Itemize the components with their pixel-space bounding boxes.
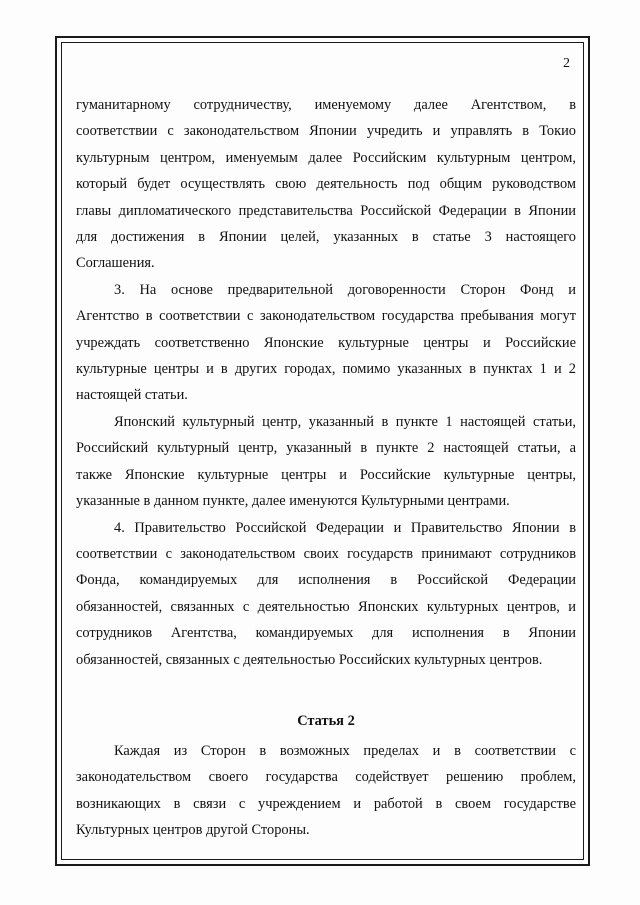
text-line: законодательством своего государства содействует решению проблем, (76, 769, 576, 786)
text-line: сотрудников Агентства, командируемых для исполнения в Японии (76, 625, 576, 642)
text-line: для достижения в Японии целей, указанных в статье 3 настоящего (76, 229, 576, 246)
paragraph-continuation (76, 92, 576, 277)
page-number: 2 (563, 56, 570, 71)
text-line: 4. Правительство Российской Федерации и Правительство Японии в (114, 519, 576, 536)
text-line: гуманитарному сотрудничеству, именуемому далее Агентством, в (76, 97, 576, 113)
text-line: Японский культурный центр, указанный в пункте 1 настоящей статьи, (114, 413, 576, 430)
text-line: Каждая из Сторон в возможных пределах и в соответствии с (114, 742, 576, 759)
text-line: Соглашения. (76, 255, 155, 272)
paragraph-definition (76, 409, 576, 515)
paragraph-clause-4 (76, 515, 576, 673)
text-line: культурные центры и в других городах, помимо указанных в пунктах 1 и 2 (76, 361, 576, 378)
text-line: главы дипломатического представительства Российской Федерации в Японии (76, 202, 576, 219)
text-line: обязанностей, связанных с деятельностью Японских культурных центров, и (76, 598, 576, 615)
text-line: культурным центром, именуемым далее Российским культурным центром, (76, 149, 576, 166)
text-line: соответствии с законодательством Японии учредить и управлять в Токио (76, 123, 576, 140)
text-line: обязанностей, связанных с деятельностью Российских культурных центров. (76, 651, 543, 668)
text-line: указанные в данном пункте, далее именуются Культурными центрами. (76, 493, 510, 510)
text-line: 3. На основе предварительной договоренности Сторон Фонд и (114, 281, 576, 298)
text-line: возникающих в связи с учреждением и работой в своем государстве (76, 795, 576, 812)
document-body (76, 52, 576, 844)
article-heading: Статья 2 (297, 712, 355, 729)
text-line: настоящей статьи. (76, 387, 188, 404)
text-line: учреждать соответственно Японские культурные центры и Российские (76, 334, 576, 351)
text-line: который будет осуществлять свою деятельность под общим руководством (76, 176, 576, 193)
text-line: Культурных центров другой Стороны. (76, 822, 310, 839)
text-line: Российский культурный центр, указанный в пункте 2 настоящей статьи, а (76, 440, 576, 457)
paragraph-clause-3 (76, 277, 576, 409)
text-line: Фонда, командируемых для исполнения в Российской Федерации (76, 572, 576, 589)
text-line: соответствии с законодательством своих государств принимают сотрудников (76, 545, 576, 562)
text-line: также Японские культурные центры и Российские культурные центры, (76, 466, 576, 483)
article-2-body (76, 738, 576, 844)
text-line: Агентство в соответствии с законодательством государства пребывания могут (76, 308, 576, 325)
